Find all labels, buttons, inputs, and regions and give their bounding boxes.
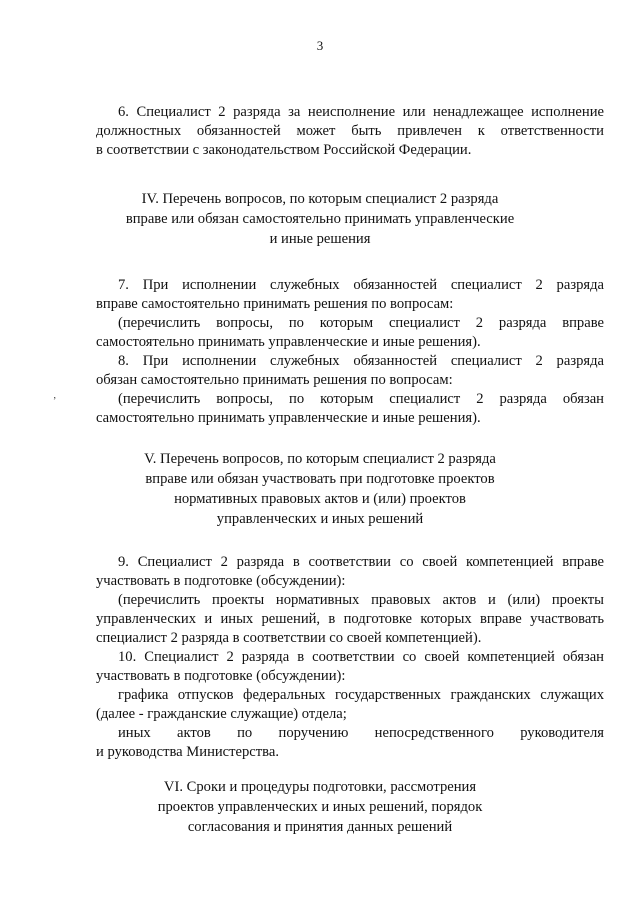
page-number: 3 (316, 38, 324, 53)
paragraph-line: 6. Специалист 2 разряда за неисполнение или ненадлежащее исполнение (118, 104, 604, 120)
heading-line: IV. Перечень вопросов, по которым специалист 2 разряда (141, 191, 499, 207)
paragraphs-9-10 (96, 553, 604, 762)
heading-line: вправе или обязан самостоятельно принимать управленческие (125, 211, 515, 227)
paragraph-line: в соответствии с законодательством Российской Федерации. (96, 142, 472, 158)
heading-line: и иные решения (269, 231, 371, 247)
paragraph-line: 10. Специалист 2 разряда в соответствии со своей компетенцией обязан (118, 649, 604, 665)
paragraph-line: (перечислить вопросы, по которым специалист 2 разряда вправе (118, 315, 604, 331)
heading-line: управленческих и иных решений (216, 511, 424, 527)
paragraph-line: управленческих и иных решений, в подготовке которых вправе участвовать (96, 611, 604, 627)
paragraph-line: и руководства Министерства. (96, 744, 279, 760)
paragraph-line: самостоятельно принимать управленческие и иные решения). (96, 410, 481, 426)
heading-line: проектов управленческих и иных решений, порядок (157, 799, 483, 815)
paragraph-line: должностных обязанностей может быть привлечен к ответственности (96, 123, 604, 139)
paragraph-line: иных актов по поручению непосредственного руководителя (118, 725, 604, 741)
paragraph-6 (96, 103, 604, 160)
paragraph-line: специалист 2 разряда в соответствии со своей компетенцией). (96, 630, 482, 646)
heading-line: VI. Сроки и процедуры подготовки, рассмотрения (163, 779, 477, 795)
heading-line: нормативных правовых актов и (или) проектов (174, 491, 466, 507)
paragraph-line: графика отпусков федеральных государственных гражданских служащих (118, 687, 604, 703)
paragraph-line: вправе самостоятельно принимать решения по вопросам: (96, 296, 454, 312)
paragraph-line: 9. Специалист 2 разряда в соответствии со своей компетенцией вправе (118, 554, 604, 570)
paragraph-line: (далее - гражданские служащие) отдела; (96, 706, 347, 722)
paragraph-line: 8. При исполнении служебных обязанностей специалист 2 разряда (118, 353, 604, 369)
heading-line: вправе или обязан участвовать при подготовке проектов (145, 471, 495, 487)
paragraph-line: участвовать в подготовке (обсуждении): (96, 668, 346, 684)
heading-line: V. Перечень вопросов, по которым специалист 2 разряда (144, 451, 496, 467)
paragraph-line: обязан самостоятельно принимать решения по вопросам: (96, 372, 453, 388)
paragraph-line: участвовать в подготовке (обсуждении): (96, 573, 346, 589)
paragraph-line: (перечислить вопросы, по которым специалист 2 разряда обязан (118, 391, 604, 407)
section-heading-5 (0, 449, 640, 529)
heading-line: согласования и принятия данных решений (187, 819, 453, 835)
paragraph-line: (перечислить проекты нормативных правовых актов и (или) проекты (118, 592, 604, 608)
scan-mark: ’ (53, 396, 57, 407)
section-heading-4 (0, 189, 640, 249)
section-heading-6 (0, 777, 640, 837)
paragraphs-7-8 (96, 276, 604, 428)
paragraph-line: 7. При исполнении служебных обязанностей специалист 2 разряда (118, 277, 604, 293)
paragraph-line: самостоятельно принимать управленческие и иные решения). (96, 334, 481, 350)
